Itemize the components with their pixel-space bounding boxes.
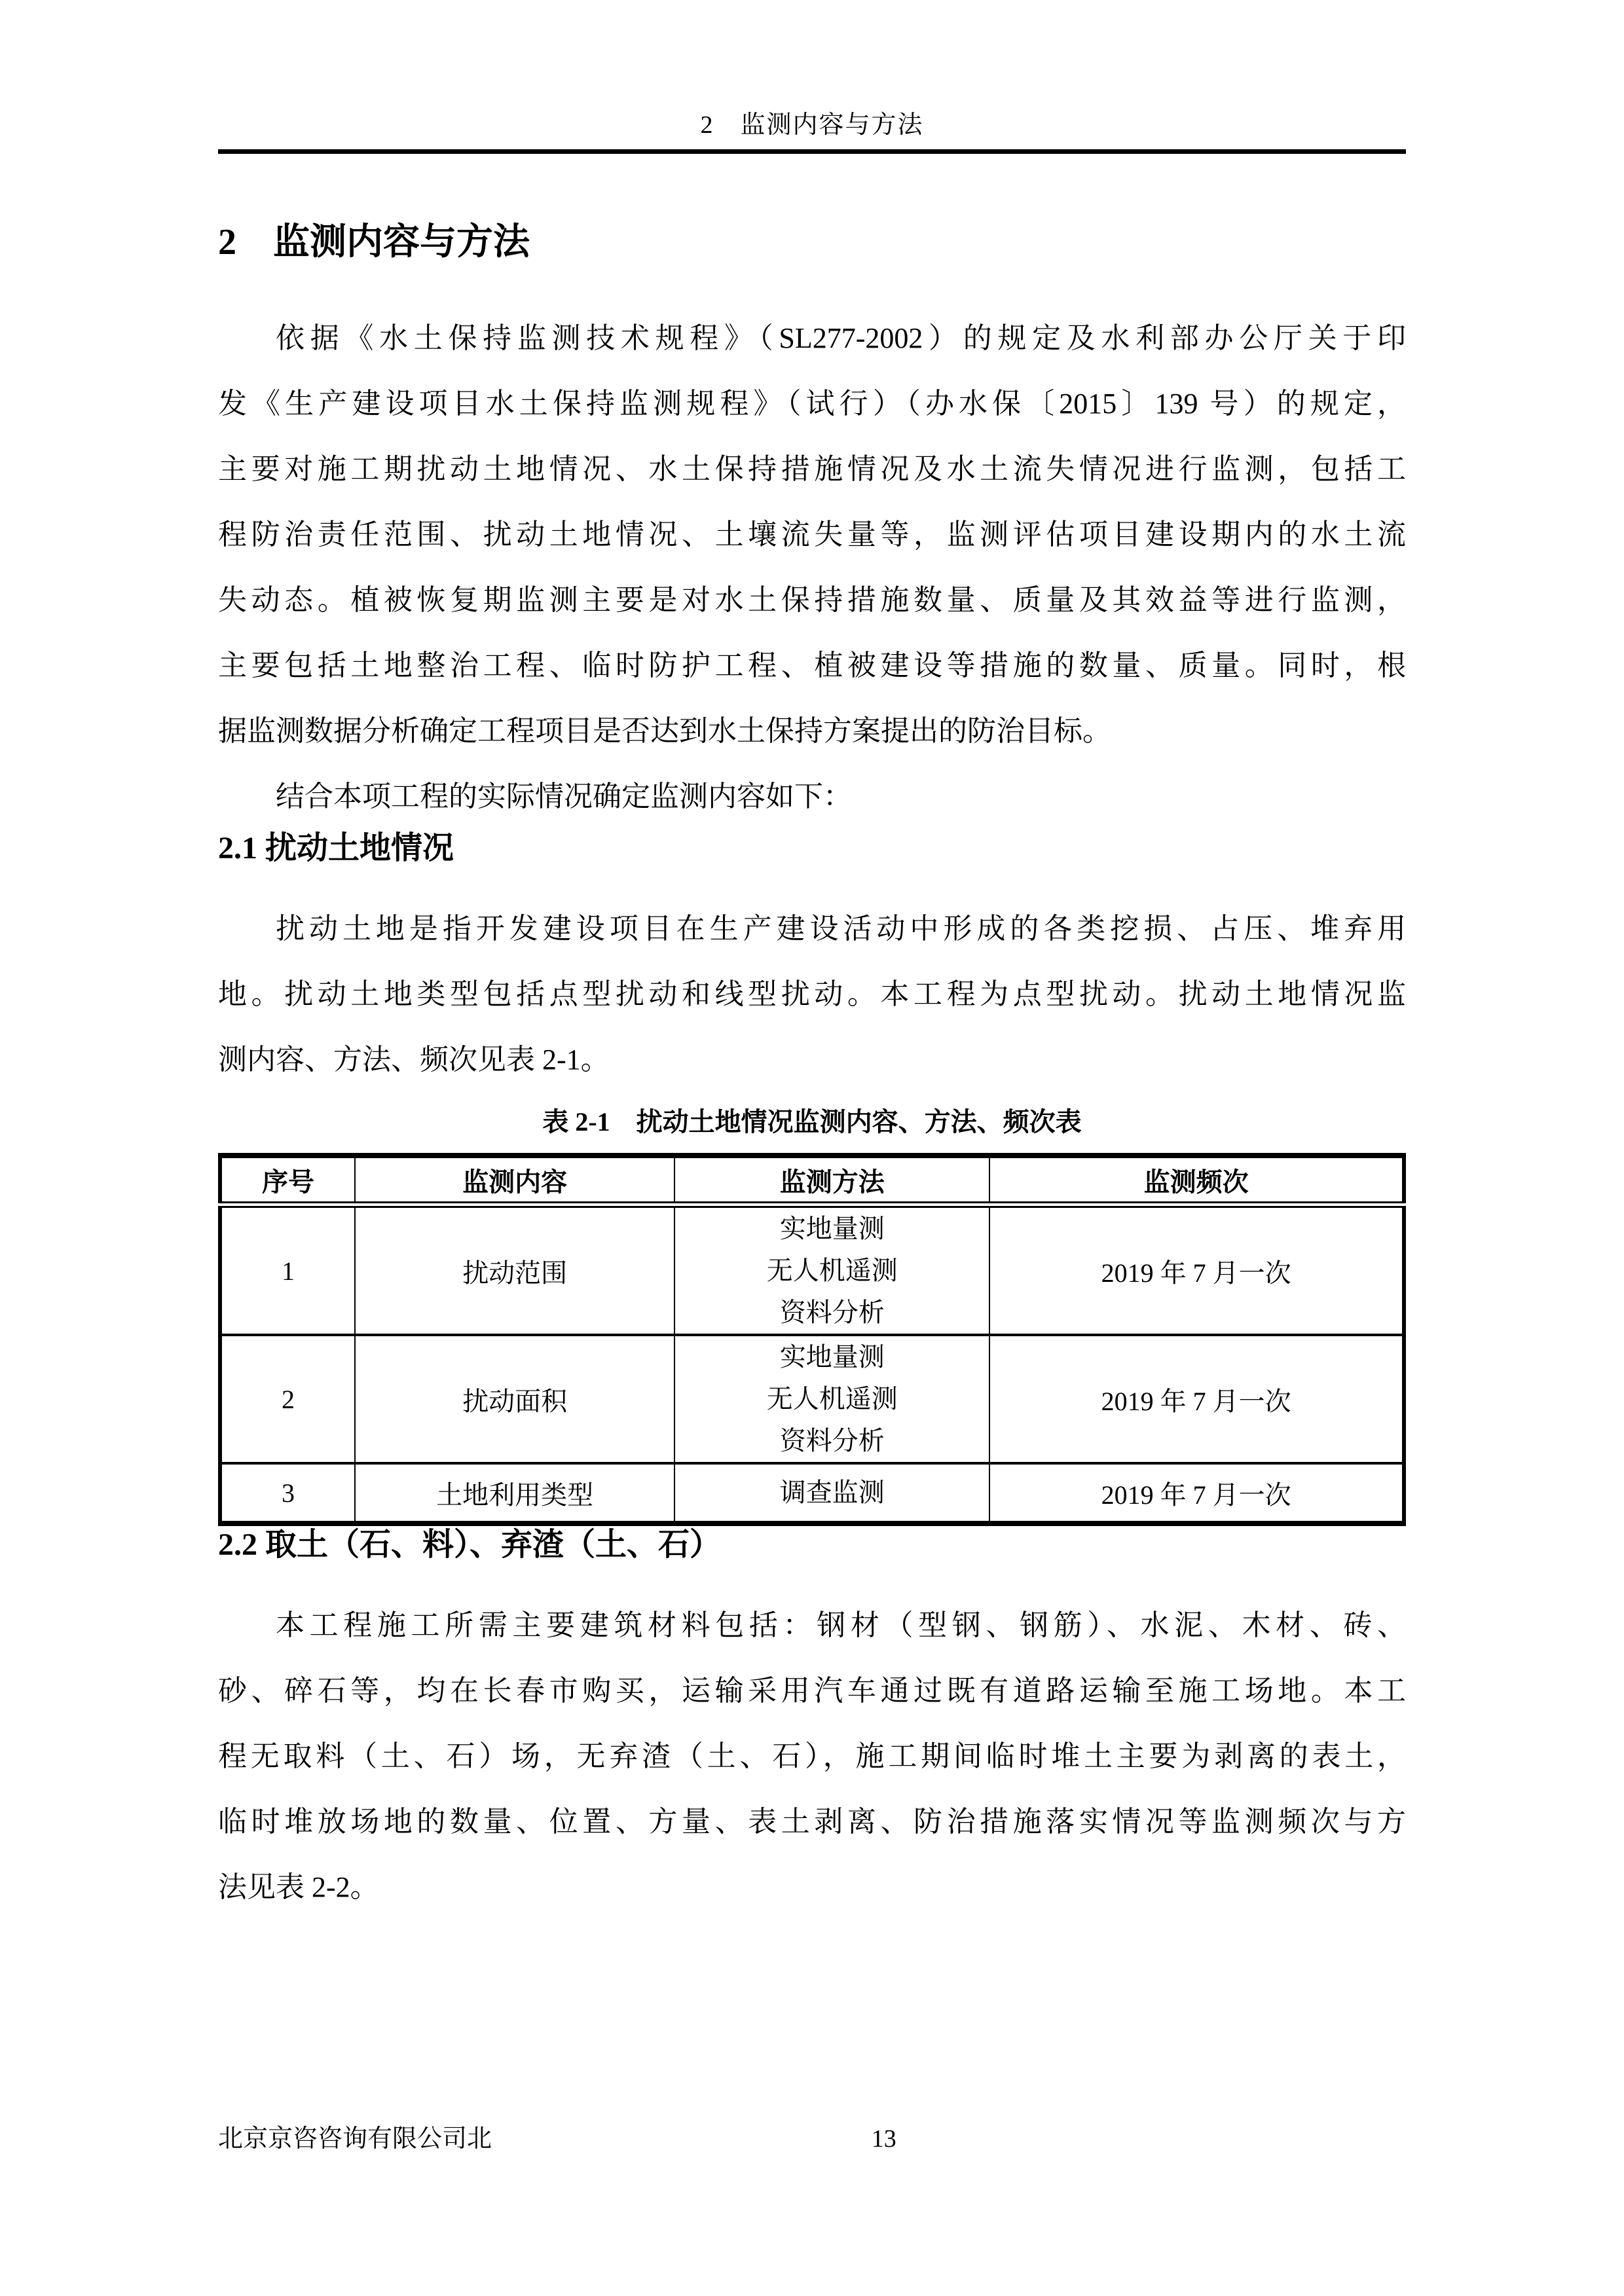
section-2-2-paragraph [218,1593,1406,1920]
cell-serial: 1 [220,1205,355,1335]
body-line: 据监测数据分析确定工程项目是否达到水土保持方案提出的防治目标。 [218,715,1111,747]
cell-method [674,1205,989,1335]
method-line: 资料分析 [779,1426,885,1455]
body-line: 结合本项工程的实际情况确定监测内容如下： [276,780,852,812]
page-content [218,206,1406,1920]
body-line: 扰动土地是指开发建设项目在生产建设活动中形成的各类挖损、占压、堆弃用 [276,913,1406,945]
col-header-serial: 序号 [220,1156,355,1205]
cell-content: 扰动面积 [355,1335,674,1463]
cell-method [674,1335,989,1463]
body-line: 发《生产建设项目水土保持监测规程》（试行）（办水保〔2015〕139 号）的规定， [218,388,1406,420]
table-row [220,1335,1404,1463]
cell-frequency: 2019 年 7 月一次 [989,1205,1404,1335]
body-line: 本工程施工所需主要建筑材料包括：钢材（型钢、钢筋）、水泥、木材、砖、 [276,1609,1406,1641]
body-line: 砂、碎石等，均在长春市购买，运输采用汽车通过既有道路运输至施工场地。本工 [218,1675,1406,1707]
section-heading-2-2: 2.2 取土（石、料）、弃渣（土、石） [218,1527,722,1562]
method-line: 实地量测 [779,1214,885,1243]
body-line: 临时堆放场地的数量、位置、方量、表土剥离、防治措施落实情况等监测频次与方 [218,1806,1406,1838]
cell-serial: 3 [282,1478,295,1508]
footer-company-name: 北京京咨咨询有限公司北 [218,2125,492,2153]
body-line: 地。扰动土地类型包括点型扰动和线型扰动。本工程为点型扰动。扰动土地情况监 [218,978,1406,1010]
cell-frequency: 2019 年 7 月一次 [989,1335,1404,1463]
body-line: 依据《水土保持监测技术规程》（SL277-2002）的规定及水利部办公厅关于印 [276,322,1406,354]
body-line: 主要对施工期扰动土地情况、水土保持措施情况及水土流失情况进行监测，包括工 [218,453,1406,485]
body-line: 程无取料（土、石）场，无弃渣（土、石），施工期间临时堆土主要为剥离的表土， [218,1740,1406,1772]
table-caption: 表 2-1 扰动土地情况监测内容、方法、频次表 [542,1107,1082,1137]
running-header-text: 2 监测内容与方法 [700,111,924,139]
body-line: 测内容、方法、频次见表 2-1。 [218,1044,610,1076]
table-header-row [220,1156,1404,1205]
lead-in-paragraph [218,764,1406,829]
intro-paragraph [218,306,1406,764]
monitoring-table [218,1153,1406,1526]
body-line: 法见表 2-2。 [218,1871,379,1903]
cell-serial: 2 [220,1335,355,1463]
method-line: 无人机遥测 [766,1384,898,1413]
method-line: 资料分析 [779,1298,885,1327]
table-row [220,1205,1404,1335]
method-line: 调查监测 [779,1478,885,1507]
cell-method [674,1463,989,1523]
cell-frequency: 2019 年 7 月一次 [989,1463,1404,1523]
method-line: 无人机遥测 [766,1256,898,1285]
running-header [218,0,1406,154]
body-line: 程防治责任范围、扰动土地情况、土壤流失量等，监测评估项目建设期内的水土流 [218,519,1406,551]
page-number: 13 [871,2125,896,2153]
table-row [220,1463,1404,1523]
section-2-1-paragraph [218,896,1406,1093]
page-footer [218,2123,1406,2155]
chapter-title: 2 监测内容与方法 [218,222,530,263]
col-header-frequency: 监测频次 [989,1156,1404,1205]
cell-content: 扰动范围 [355,1205,674,1335]
method-line: 实地量测 [779,1342,885,1372]
body-line: 主要包括土地整治工程、临时防护工程、植被建设等措施的数量、质量。同时，根 [218,649,1406,682]
body-line: 失动态。植被恢复期监测主要是对水土保持措施数量、质量及其效益等进行监测， [218,584,1406,616]
col-header-method: 监测方法 [674,1156,989,1205]
col-header-content: 监测内容 [355,1156,674,1205]
cell-content: 土地利用类型 [355,1463,674,1523]
section-heading-2-1: 2.1 扰动土地情况 [218,831,454,866]
